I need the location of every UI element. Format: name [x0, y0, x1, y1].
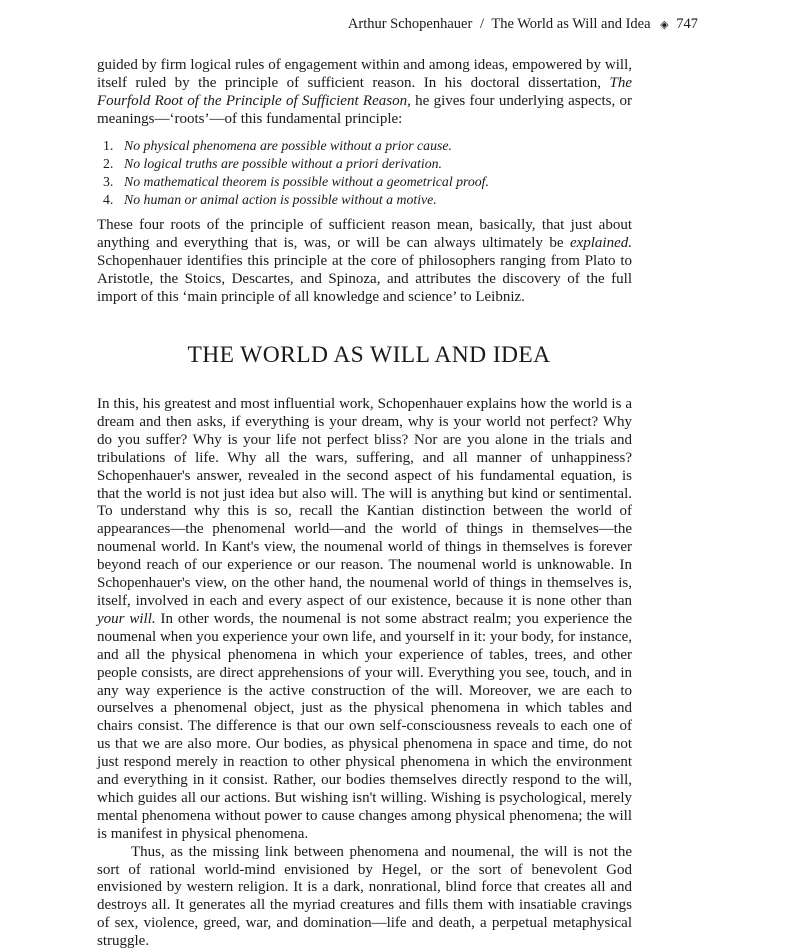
list-item: [103, 173, 489, 191]
list-item-number: 4.: [103, 192, 114, 207]
intro-text: [97, 57, 632, 129]
body-paragraph-1-emphasis: your will.: [97, 610, 156, 627]
list-item: [103, 137, 489, 155]
list-item-number: 2.: [103, 156, 114, 171]
page-number: 747: [676, 16, 698, 32]
running-head: [348, 16, 698, 33]
after-list-emphasis: explained.: [569, 234, 632, 251]
running-head-author: Arthur Schopenhauer: [347, 16, 473, 32]
dissertation-title: The Fourfold Root of the Principle of Sufficient Reason,: [97, 74, 632, 109]
after-list-text-a: These four roots of the principle of sufficient reason mean, basically, that just about anything and everything that is, was, or will be can always ultimately be: [97, 217, 632, 251]
body-paragraph-2: Thus, as the missing link between phenomena and noumenal, the will is not the sort of rational world-mind envisioned by Hegel, or the sort of benevolent God envisioned by western religion. It is a dark, nonrational, blind force that creates all and destroys all. It generates all the myriad creatures and fills them with insatiable cravings of sex, violence, greed, war, and domination—life and death, a perpetual metaphysical struggle.: [97, 843, 632, 950]
list-item-text: No human or animal action is possible without a motive.: [124, 192, 437, 207]
section-heading: THE WORLD AS WILL AND IDEA: [187, 342, 551, 368]
after-list-text-b: Schopenhauer identifies this principle at the core of philosophers ranging from Plato to Aristotle, the Stoics, Descartes, and Spinoza, and attributes the discovery of the full import of this ‘main principle of all knowledge and science’ to Leibniz.: [97, 252, 632, 305]
after-list-text: [97, 217, 632, 307]
body-paragraph-1-b: In other words, the noumenal is not some abstract realm; you experience the noumenal when you experience your own life, and yourself in it: your body, for instance, and all the physical phenomena in which your experience of tables, trees, and other people consists, are direct apprehensions of your will. Everything you see, touch, and in any way experience is the active construction of the will. Moreover, we are each to ourselves a phenomenal object, just as the physical phenomena in which tables and chairs consist. The difference is that our own self-consciousness reveals to each one of us that we are also more. Our bodies, as physical phenomena in space and time, do not just respond merely in reaction to other physical phenomena in which the environment and everything in it consist. Rather, our bodies themselves directly respond to the will, which guides all our actions. But wishing isn't willing. Wishing is psychological, merely mental phenomena without power to cause changes among physical phenomena; the will is manifest in physical phenomena.: [97, 610, 632, 842]
list-item: [103, 155, 489, 173]
list-item: [103, 191, 489, 209]
running-head-title: The World as Will and Idea: [491, 16, 651, 32]
list-item-text: No logical truths are possible without a priori derivation.: [124, 156, 442, 171]
body-paragraph-1: [97, 396, 632, 844]
diamond-icon: ◈: [660, 19, 669, 31]
body-paragraph-1-a: In this, his greatest and most influential work, Schopenhauer explains how the world is a dream and then asks, if everything is your dream, why is your world not perfect? Why do you suffer? Why is your life not perfect bliss? Nor are you alone in the trials and tribulations of life. Why all the wars, suffering, and all manner of unhappiness? Schopenhauer's answer, revealed in the second aspect of his fundamental equation, is that the world is not just idea but also will. The will is anything but kind or sentimental. To understand why this is so, recall the Kantian distinction between the world of appearances—the phenomenal world—and the world of things in themselves—the noumenal world. In Kant's view, the noumenal world of things in themselves is forever beyond reach of our experience or our reason. The noumenal world is unknowable. In Schopenhauer's view, on the other hand, the noumenal world of things in themselves is, itself, involved in each and every aspect of our existence, because it is none other than: [97, 396, 632, 609]
list-item-number: 1.: [103, 138, 114, 153]
running-head-separator: /: [479, 16, 484, 32]
section-body: [97, 396, 632, 951]
intro-text-b: he gives four underlying aspects, or meanings—‘roots’—of this fundamental principle:: [97, 92, 632, 127]
list-item-text: No mathematical theorem is possible without a geometrical proof.: [124, 174, 489, 189]
after-list-paragraph: [97, 217, 632, 307]
intro-text-a: guided by firm logical rules of engagement within and among ideas, empowered by will, itself ruled by the principle of sufficient reason. In his doctoral dissertation,: [97, 57, 632, 91]
intro-paragraph: [97, 57, 632, 129]
list-item-number: 3.: [103, 174, 114, 189]
list-item-text: No physical phenomena are possible without a prior cause.: [124, 138, 452, 153]
roots-list: [103, 137, 489, 209]
